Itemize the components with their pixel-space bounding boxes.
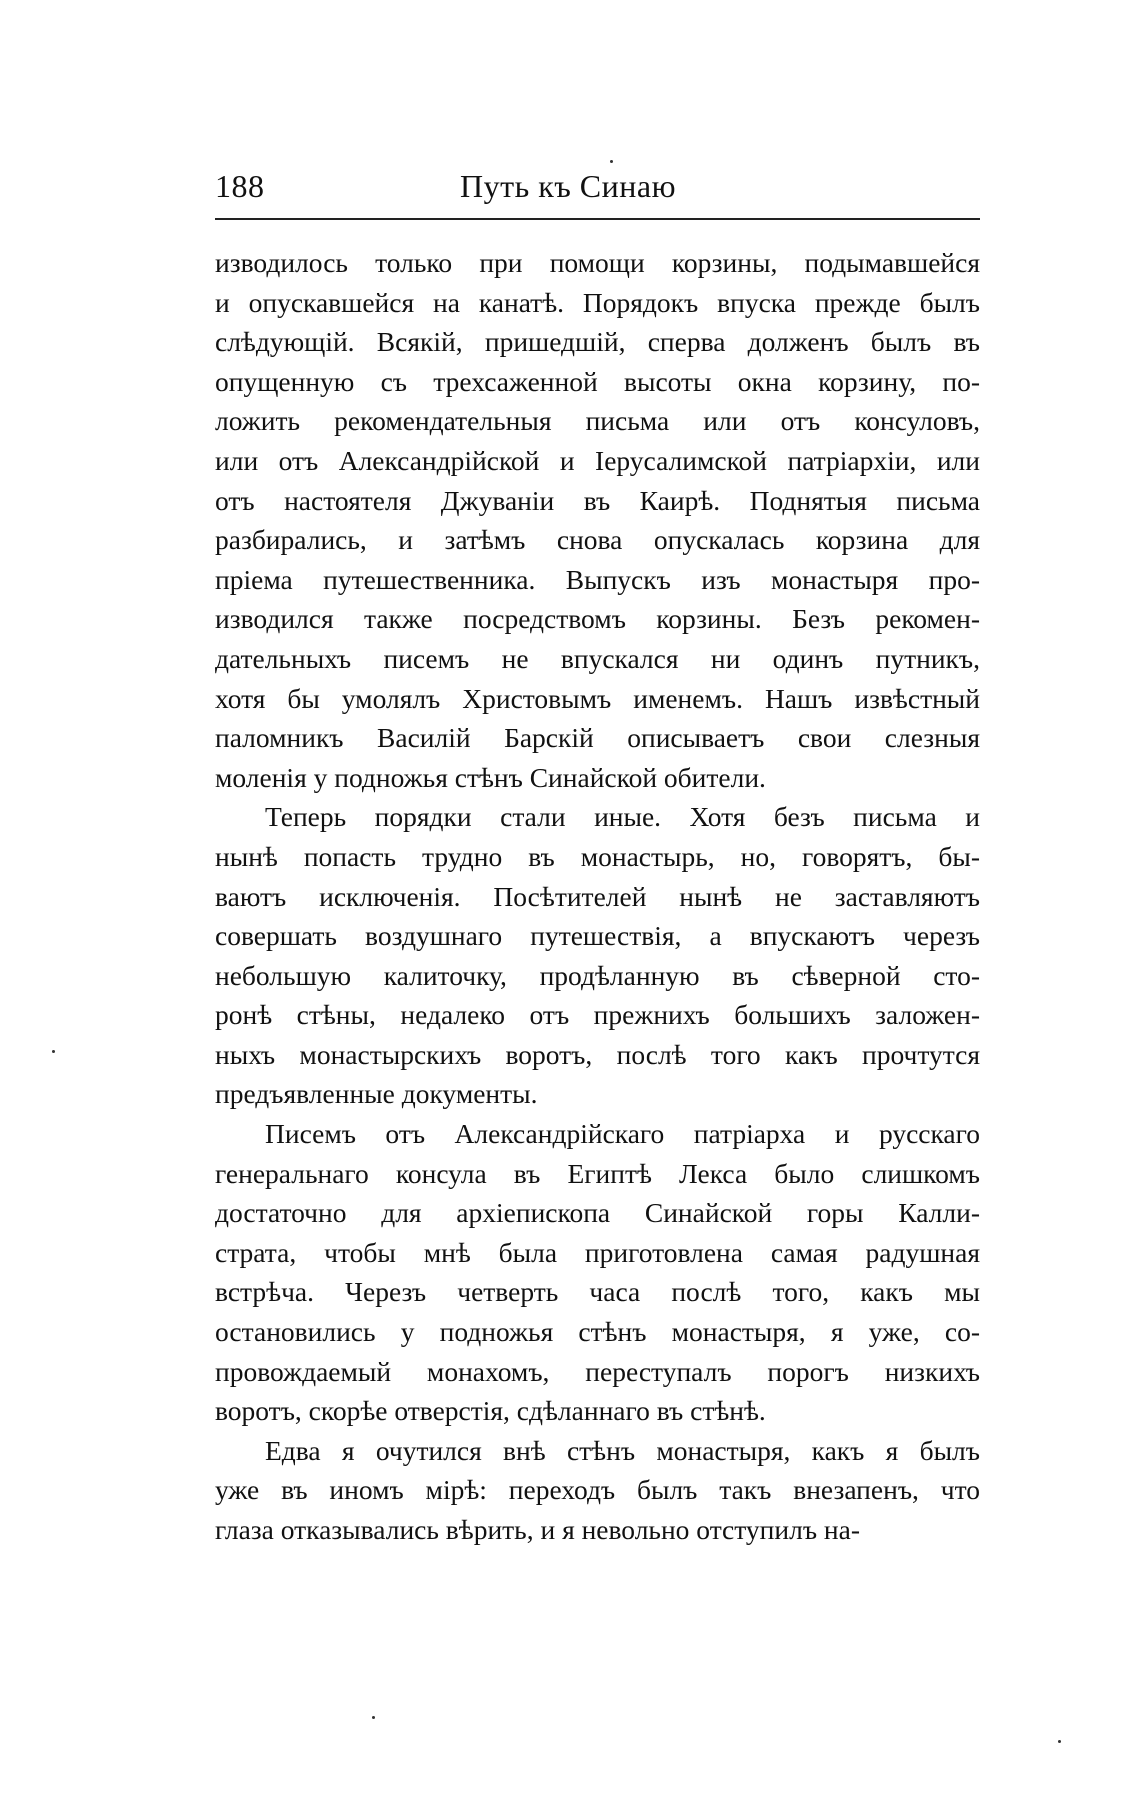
text-line: небольшую калиточку, продѣланную въ сѣверной сто- — [215, 959, 980, 991]
text-line: пріема путешественника. Выпускъ изъ монастыря про- — [215, 563, 980, 595]
text-line: дательныхъ писемъ не впускался ни одинъ путникъ, — [215, 642, 980, 674]
text-line: хотя бы умолялъ Христовымъ именемъ. Нашъ извѣстный — [215, 682, 980, 714]
text-line: изводилось только при помощи корзины, подымавшейся — [215, 247, 980, 278]
speck — [52, 1050, 55, 1053]
text-line: отъ настоятеля Джуваніи въ Каирѣ. Поднятыя письма — [215, 484, 980, 516]
text-line: уже въ иномъ мірѣ: переходъ былъ такъ внезапенъ, что — [215, 1474, 980, 1506]
text-line: разбирались, и затѣмъ снова опускалась корзина для — [215, 524, 980, 556]
body-text — [215, 243, 980, 1550]
text-line: ложить рекомендательныя письма или отъ консуловъ, — [215, 405, 980, 437]
text-line: нынѣ попасть трудно въ монастырь, но, говорятъ, бы- — [215, 840, 980, 872]
text-line: ныхъ монастырскихъ воротъ, послѣ того какъ прочтутся — [215, 1038, 980, 1070]
text-line: слѣдующій. Всякій, пришедшій, сперва долженъ былъ въ — [215, 326, 980, 358]
text-line: достаточно для архіепископа Синайской горы Калли- — [215, 1197, 980, 1229]
text-line: и опускавшейся на канатѣ. Порядокъ впуска прежде былъ — [215, 286, 980, 318]
text-line: изводился также посредствомъ корзины. Безъ рекомен- — [215, 603, 980, 635]
text-line: страта, чтобы мнѣ была приготовлена самая радушная — [215, 1236, 980, 1268]
text-line: Теперь порядки стали иные. Хотя безъ письма и — [265, 801, 980, 833]
speck — [610, 160, 613, 163]
text-line: генеральнаго консула въ Египтѣ Лекса было слишкомъ — [215, 1157, 980, 1189]
header-rule — [215, 218, 980, 220]
speck — [1058, 1740, 1061, 1743]
text-line: или отъ Александрійской и Іерусалимской патріархіи, или — [215, 444, 980, 476]
text-line: опущенную съ трехсаженной высоты окна корзину, по- — [215, 365, 980, 397]
text-line: провождаемый монахомъ, переступалъ порогъ низкихъ — [215, 1355, 980, 1387]
text-line: Писемъ отъ Александрійскаго патріарха и русскаго — [265, 1118, 980, 1150]
text-line: моленія у подножья стѣнъ Синайской обители. — [215, 761, 766, 793]
text-line: воротъ, скорѣе отверстія, сдѣланнаго въ стѣнѣ. — [215, 1395, 766, 1427]
text-line: ронѣ стѣны, недалеко отъ прежнихъ большихъ заложен- — [215, 999, 980, 1031]
text-line: совершать воздушнаго путешествія, а впускаютъ черезъ — [215, 920, 980, 952]
paragraph — [215, 1431, 980, 1550]
running-title: Путь къ Синаю — [460, 168, 676, 204]
text-line: глаза отказывались вѣрить, и я невольно отступилъ на- — [215, 1514, 860, 1545]
text-line: паломникъ Василій Барскій описываетъ свои слезныя — [215, 722, 980, 754]
paragraph — [215, 243, 980, 797]
paragraph — [215, 797, 980, 1114]
paragraph — [215, 1114, 980, 1431]
text-line: остановились у подножья стѣнъ монастыря, я уже, со- — [215, 1316, 980, 1348]
text-line: встрѣча. Черезъ четверть часа послѣ того, какъ мы — [215, 1276, 980, 1308]
text-line: ваютъ исключенія. Посѣтителей нынѣ не заставляютъ — [215, 880, 980, 912]
page-header — [215, 168, 980, 218]
page-number: 188 — [215, 168, 265, 204]
text-line: предъявленные документы. — [215, 1078, 538, 1110]
text-line: Едва я очутился внѣ стѣнъ монастыря, какъ я былъ — [265, 1434, 980, 1466]
speck — [372, 1716, 375, 1719]
